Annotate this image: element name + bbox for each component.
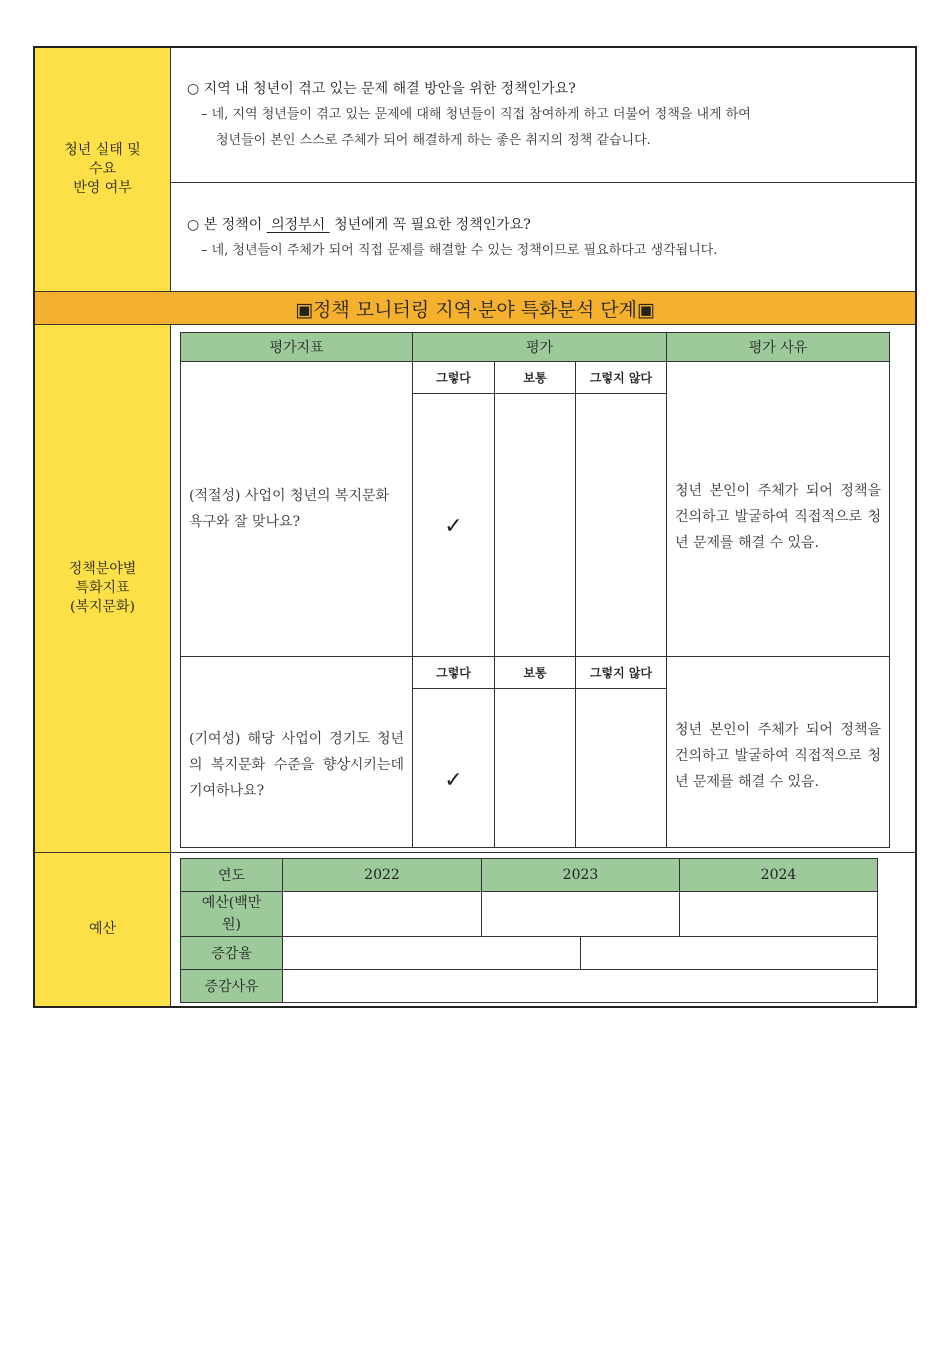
change-rate-field-2[interactable]: [580, 936, 878, 970]
divider: [171, 182, 915, 183]
indicator-text: (적절성) 사업이 청년의 복지문화 욕구와 잘 맞나요?: [189, 488, 390, 530]
label-line: 수요: [88, 161, 117, 177]
label-line: 청년 실태 및: [64, 142, 141, 158]
option-neutral: 보통: [494, 656, 576, 689]
table-row-indicator: [180, 361, 413, 657]
header-reason: 평가 사유: [666, 332, 890, 362]
section-label-youth-needs: [35, 48, 171, 291]
answer-1-line-2: 청년들이 본인 스스로 주체가 되어 해결하게 하는 좋은 취지의 정책 같습니다.: [216, 133, 651, 148]
option-no: 그렇지 않다: [575, 361, 667, 394]
checkbox-no[interactable]: [575, 688, 667, 848]
row-label-change-reason: 증감사유: [180, 969, 283, 1003]
question-1: ○ 지역 내 청년이 겪고 있는 문제 해결 방안을 위한 정책인가요?: [187, 81, 576, 97]
label-line: 반영 여부: [73, 180, 132, 196]
budget-2024-field[interactable]: [679, 891, 878, 937]
underlined-city: 의정부시: [266, 217, 330, 233]
row-label-change-rate: 증감율: [180, 936, 283, 970]
label-line: 예산: [88, 921, 117, 937]
check-mark-icon: ✓: [444, 767, 463, 793]
label-line: 예산(백만: [201, 895, 262, 911]
option-no: 그렇지 않다: [575, 656, 667, 689]
answer-1-line-1: – 네, 지역 청년들이 겪고 있는 문제에 대해 청년들이 직접 참여하게 하고 더불어 정책을 내게 하여: [201, 107, 751, 122]
option-yes: 그렇다: [412, 656, 495, 689]
change-rate-field-1[interactable]: [282, 936, 581, 970]
checkbox-yes[interactable]: [412, 688, 495, 848]
section-banner: ▣정책 모니터링 지역·분야 특화분석 단계▣: [35, 291, 915, 325]
option-neutral: 보통: [494, 361, 576, 394]
checkbox-no[interactable]: [575, 393, 667, 657]
header-year-2023: 2023: [481, 858, 680, 892]
option-yes: 그렇다: [412, 361, 495, 394]
question-2: [187, 214, 531, 234]
table-row-indicator: [180, 656, 413, 848]
label-line: (복지문화): [69, 599, 136, 615]
checkbox-neutral[interactable]: [494, 688, 576, 848]
header-year-label: 연도: [180, 858, 283, 892]
row-label-budget: [180, 891, 283, 937]
header-indicator: 평가지표: [180, 332, 413, 362]
budget-2022-field[interactable]: [282, 891, 482, 937]
section-label-indicators: [35, 325, 171, 852]
section-label-budget: [35, 853, 171, 1006]
label-line: 원): [222, 917, 241, 933]
header-evaluation: 평가: [412, 332, 667, 362]
header-year-2022: 2022: [282, 858, 482, 892]
reason-cell: [666, 656, 890, 848]
question-2-prefix: ○ 본 정책이: [187, 217, 267, 233]
question-2-suffix: 청년에게 꼭 필요한 정책인가요?: [329, 217, 531, 233]
change-reason-field[interactable]: [282, 969, 878, 1003]
label-line: 정책분야별: [68, 561, 137, 577]
label-line: 특화지표: [75, 580, 130, 596]
check-mark-icon: ✓: [444, 513, 463, 539]
budget-2023-field[interactable]: [481, 891, 680, 937]
reason-cell: [666, 361, 890, 657]
reason-text: 청년 본인이 주체가 되어 정책을 건의하고 발굴하여 직접적으로 청년 문제를 해결 수 있음.: [675, 483, 881, 551]
indicator-text: (기여성) 해당 사업이 경기도 청년의 복지문화 수준을 향상시키는데 기여하나요?: [189, 731, 404, 799]
checkbox-yes[interactable]: [412, 393, 495, 657]
header-year-2024: 2024: [679, 858, 878, 892]
answer-2: – 네, 청년들이 주체가 되어 직접 문제를 해결할 수 있는 정책이므로 필요하다고 생각됩니다.: [201, 243, 718, 258]
reason-text: 청년 본인이 주체가 되어 정책을 건의하고 발굴하여 직접적으로 청년 문제를 해결 수 있음.: [675, 722, 881, 790]
checkbox-neutral[interactable]: [494, 393, 576, 657]
